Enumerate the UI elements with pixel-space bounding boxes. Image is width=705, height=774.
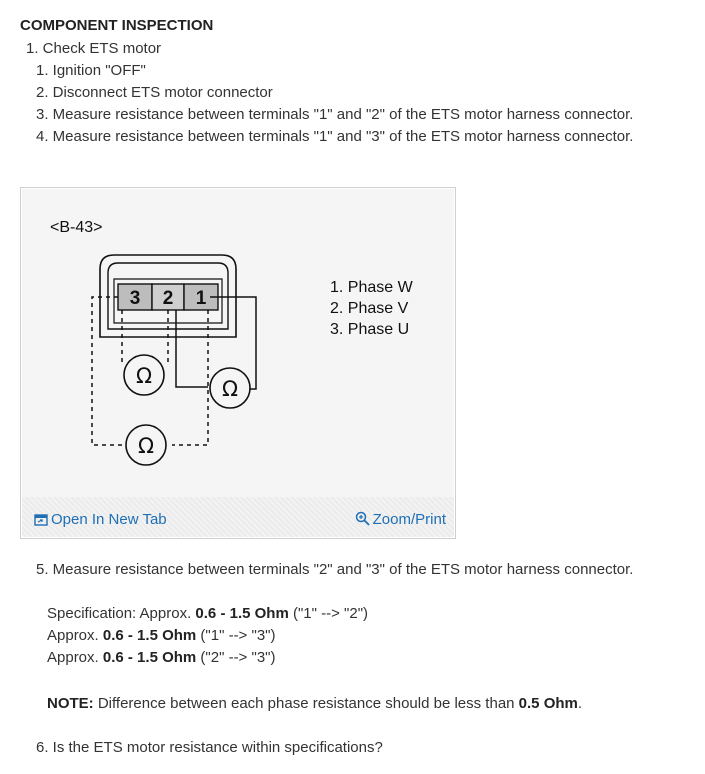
spec-line-2-prefix: Approx. — [47, 627, 103, 644]
spec-line-1-prefix: Specification: Approx. — [47, 605, 196, 622]
spec-line-1 — [47, 604, 368, 624]
spec-line-3 — [47, 648, 275, 668]
spec-line-3-suffix: ("2" --> "3") — [196, 649, 276, 666]
spec-line-2 — [47, 626, 275, 646]
zoom-print-link[interactable] — [355, 511, 446, 528]
connector-figure — [20, 187, 456, 539]
substep-1: 1. Ignition "OFF" — [36, 62, 146, 79]
spec-line-3-prefix: Approx. — [47, 649, 103, 666]
legend-phase-v: 2. Phase V — [330, 300, 409, 317]
step-1: 1. Check ETS motor — [26, 40, 162, 57]
terminal-number-2: 2 — [162, 288, 174, 309]
spec-line-2-value: 0.6 - 1.5 Ohm — [102, 627, 197, 644]
connector-id-label: <B-43> — [50, 219, 103, 236]
note-end: . — [577, 695, 583, 712]
open-in-new-tab-link[interactable] — [34, 511, 167, 528]
terminal-number-1: 1 — [195, 288, 207, 309]
connector-diagram-svg — [22, 189, 454, 497]
note-text: Difference between each phase resistance should be less than — [93, 695, 519, 712]
legend-phase-w: 1. Phase W — [330, 279, 413, 296]
note-line — [47, 694, 582, 714]
note-value: 0.5 Ohm — [518, 695, 578, 712]
step-5: 5. Measure resistance between terminals "2" and "3" of the ETS motor harness connector. — [36, 561, 634, 578]
ohm-symbol-2: Ω — [221, 377, 239, 401]
open-in-new-tab-label: Open In New Tab — [51, 511, 167, 528]
zoom-print-label: Zoom/Print — [372, 511, 446, 528]
spec-line-1-suffix: ("1" --> "2") — [288, 605, 369, 622]
figure-toolbar — [22, 497, 454, 537]
ohm-symbol-1: Ω — [135, 364, 153, 388]
connector-diagram — [22, 189, 454, 497]
new-tab-icon — [34, 514, 48, 526]
step-6: 6. Is the ETS motor resistance within specifications? — [36, 739, 383, 756]
ohm-symbol-3: Ω — [137, 434, 155, 458]
section-heading: COMPONENT INSPECTION — [20, 17, 214, 34]
note-label: NOTE: — [47, 695, 94, 712]
spec-line-3-value: 0.6 - 1.5 Ohm — [102, 649, 197, 666]
legend-phase-u: 3. Phase U — [330, 321, 410, 338]
substep-3: 3. Measure resistance between terminals "1" and "2" of the ETS motor harness connector. — [36, 106, 634, 123]
spec-line-2-suffix: ("1" --> "3") — [196, 627, 276, 644]
terminal-number-3: 3 — [129, 288, 141, 309]
substep-4: 4. Measure resistance between terminals "1" and "3" of the ETS motor harness connector. — [36, 128, 634, 145]
zoom-magnifier-icon — [355, 511, 370, 526]
spec-line-1-value: 0.6 - 1.5 Ohm — [195, 605, 289, 622]
substep-2: 2. Disconnect ETS motor connector — [36, 84, 273, 101]
